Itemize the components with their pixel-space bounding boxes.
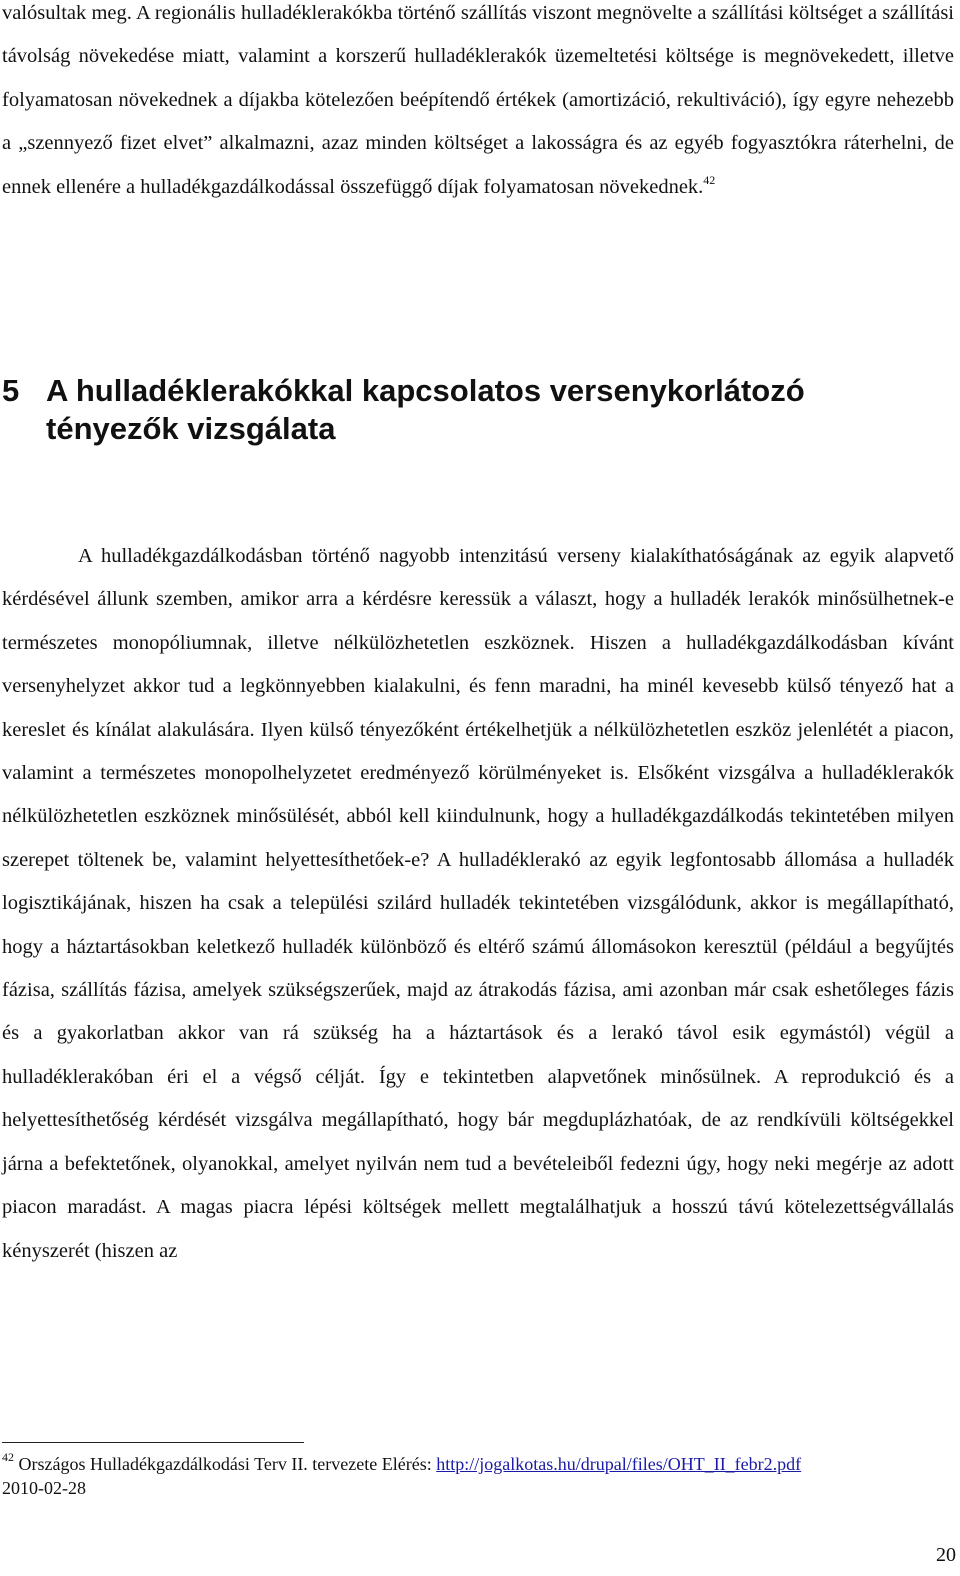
page-number: 20 [936,1544,956,1566]
section-number: 5 [2,373,20,408]
paragraph-text: valósultak meg. A regionális hulladéklerakókba történő szállítás viszont megnövelte a szállítási költséget a szállítási távolság növekedése miatt, valamint a korszerű hulladéklerakók üzemeltetési költsége is megnövekedett, illetve folyamatosan növekednek a díjakba kötelezően beépítendő értékek (amortizáció, rekultiváció), így egyre nehezebb a „szennyező fizet elvet” alkalmazni, azaz minden költséget a lakosságra és az egyéb fogyasztókra ráterhelni, de ennek ellenére a hulladékgazdálkodással összefüggő díjak folyamatosan növekednek. [2,2,954,198]
footnote-separator [2,1442,304,1443]
footnote-date: 2010-02-28 [2,1478,86,1498]
body-paragraph-main: A hulladékgazdálkodásban történő nagyobb intenzitású verseny kialakíthatóságának az egyik alapvető kérdésével állunk szemben, amikor arra a kérdésre keressük a választ, hogy a hulladék lerakók minősülhetnek-e természetes monopóliumnak, illetve nélkülözhetetlen eszköznek. Hiszen a hulladékgazdálkodásban kívánt versenyhelyzet akkor tud a legkönnyebben kialakulni, és fenn maradni, ha minél kevesebb külső tényező hat a kereslet és kínálat alakulására. Ilyen külső tényezőként értékelhetjük a nélkülözhetetlen eszköz jelenlétét a piacon, valamint a természetes monopolhelyzetet eredményező körülményeket is. Elsőként vizsgálva a hulladéklerakók nélkülözhetetlen eszköznek minősülését, abból kell kiindulnunk, hogy a hulladékgazdálkodás tekintetében milyen szerepet töltenek be, valamint helyettesíthetőek-e? A hulladéklerakó az egyik legfontosabb állomása a hulladék logisztikájának, hiszen ha csak a települési szilárd hulladék tekintetében vizsgálódunk, akkor is megállapítható, hogy a háztartásokban keletkező hulladék különböző és eltérő számú állomásokon keresztül (például a begyűjtés fázisa, szállítás fázisa, amelyek szükségszerűek, majd az átrakodás fázisa, ami azonban már csak eshetőleges fázis és a gyakorlatban akkor van rá szükség ha a háztartások és a lerakó távol esik egymástól) végül a hulladéklerakóban éri el a végső célját. Így e tekintetben alapvetőnek minősülnek. A reprodukció és a helyettesíthetőség kérdését vizsgálva megállapítható, hogy bár megduplázhatóak, de az rendkívüli költségekkel járna a befektetőnek, olyanokkal, amelyet nyilván nem tud a bevételeiből fedezni úgy, hogy neki megérje az adott piacon maradást. A magas piacra lépési költségek mellett megtalálhatjuk a hosszú távú kötelezettségvállalás kényszerét (hiszen az [2,545,954,1262]
footnote-text: Országos Hulladékgazdálkodási Terv II. tervezete Elérés: [18,1454,432,1474]
footnote-link[interactable]: http://jogalkotas.hu/drupal/files/OHT_II_febr2.pdf [436,1454,802,1474]
footnote [2,1452,954,1500]
body-paragraph-top [2,0,954,209]
section-heading [2,372,942,448]
footnote-reference[interactable]: 42 [703,172,716,187]
section-title: A hulladéklerakókkal kapcsolatos versenykorlátozó tényezők vizsgálata [46,373,805,446]
footnote-number: 42 [2,1450,14,1464]
